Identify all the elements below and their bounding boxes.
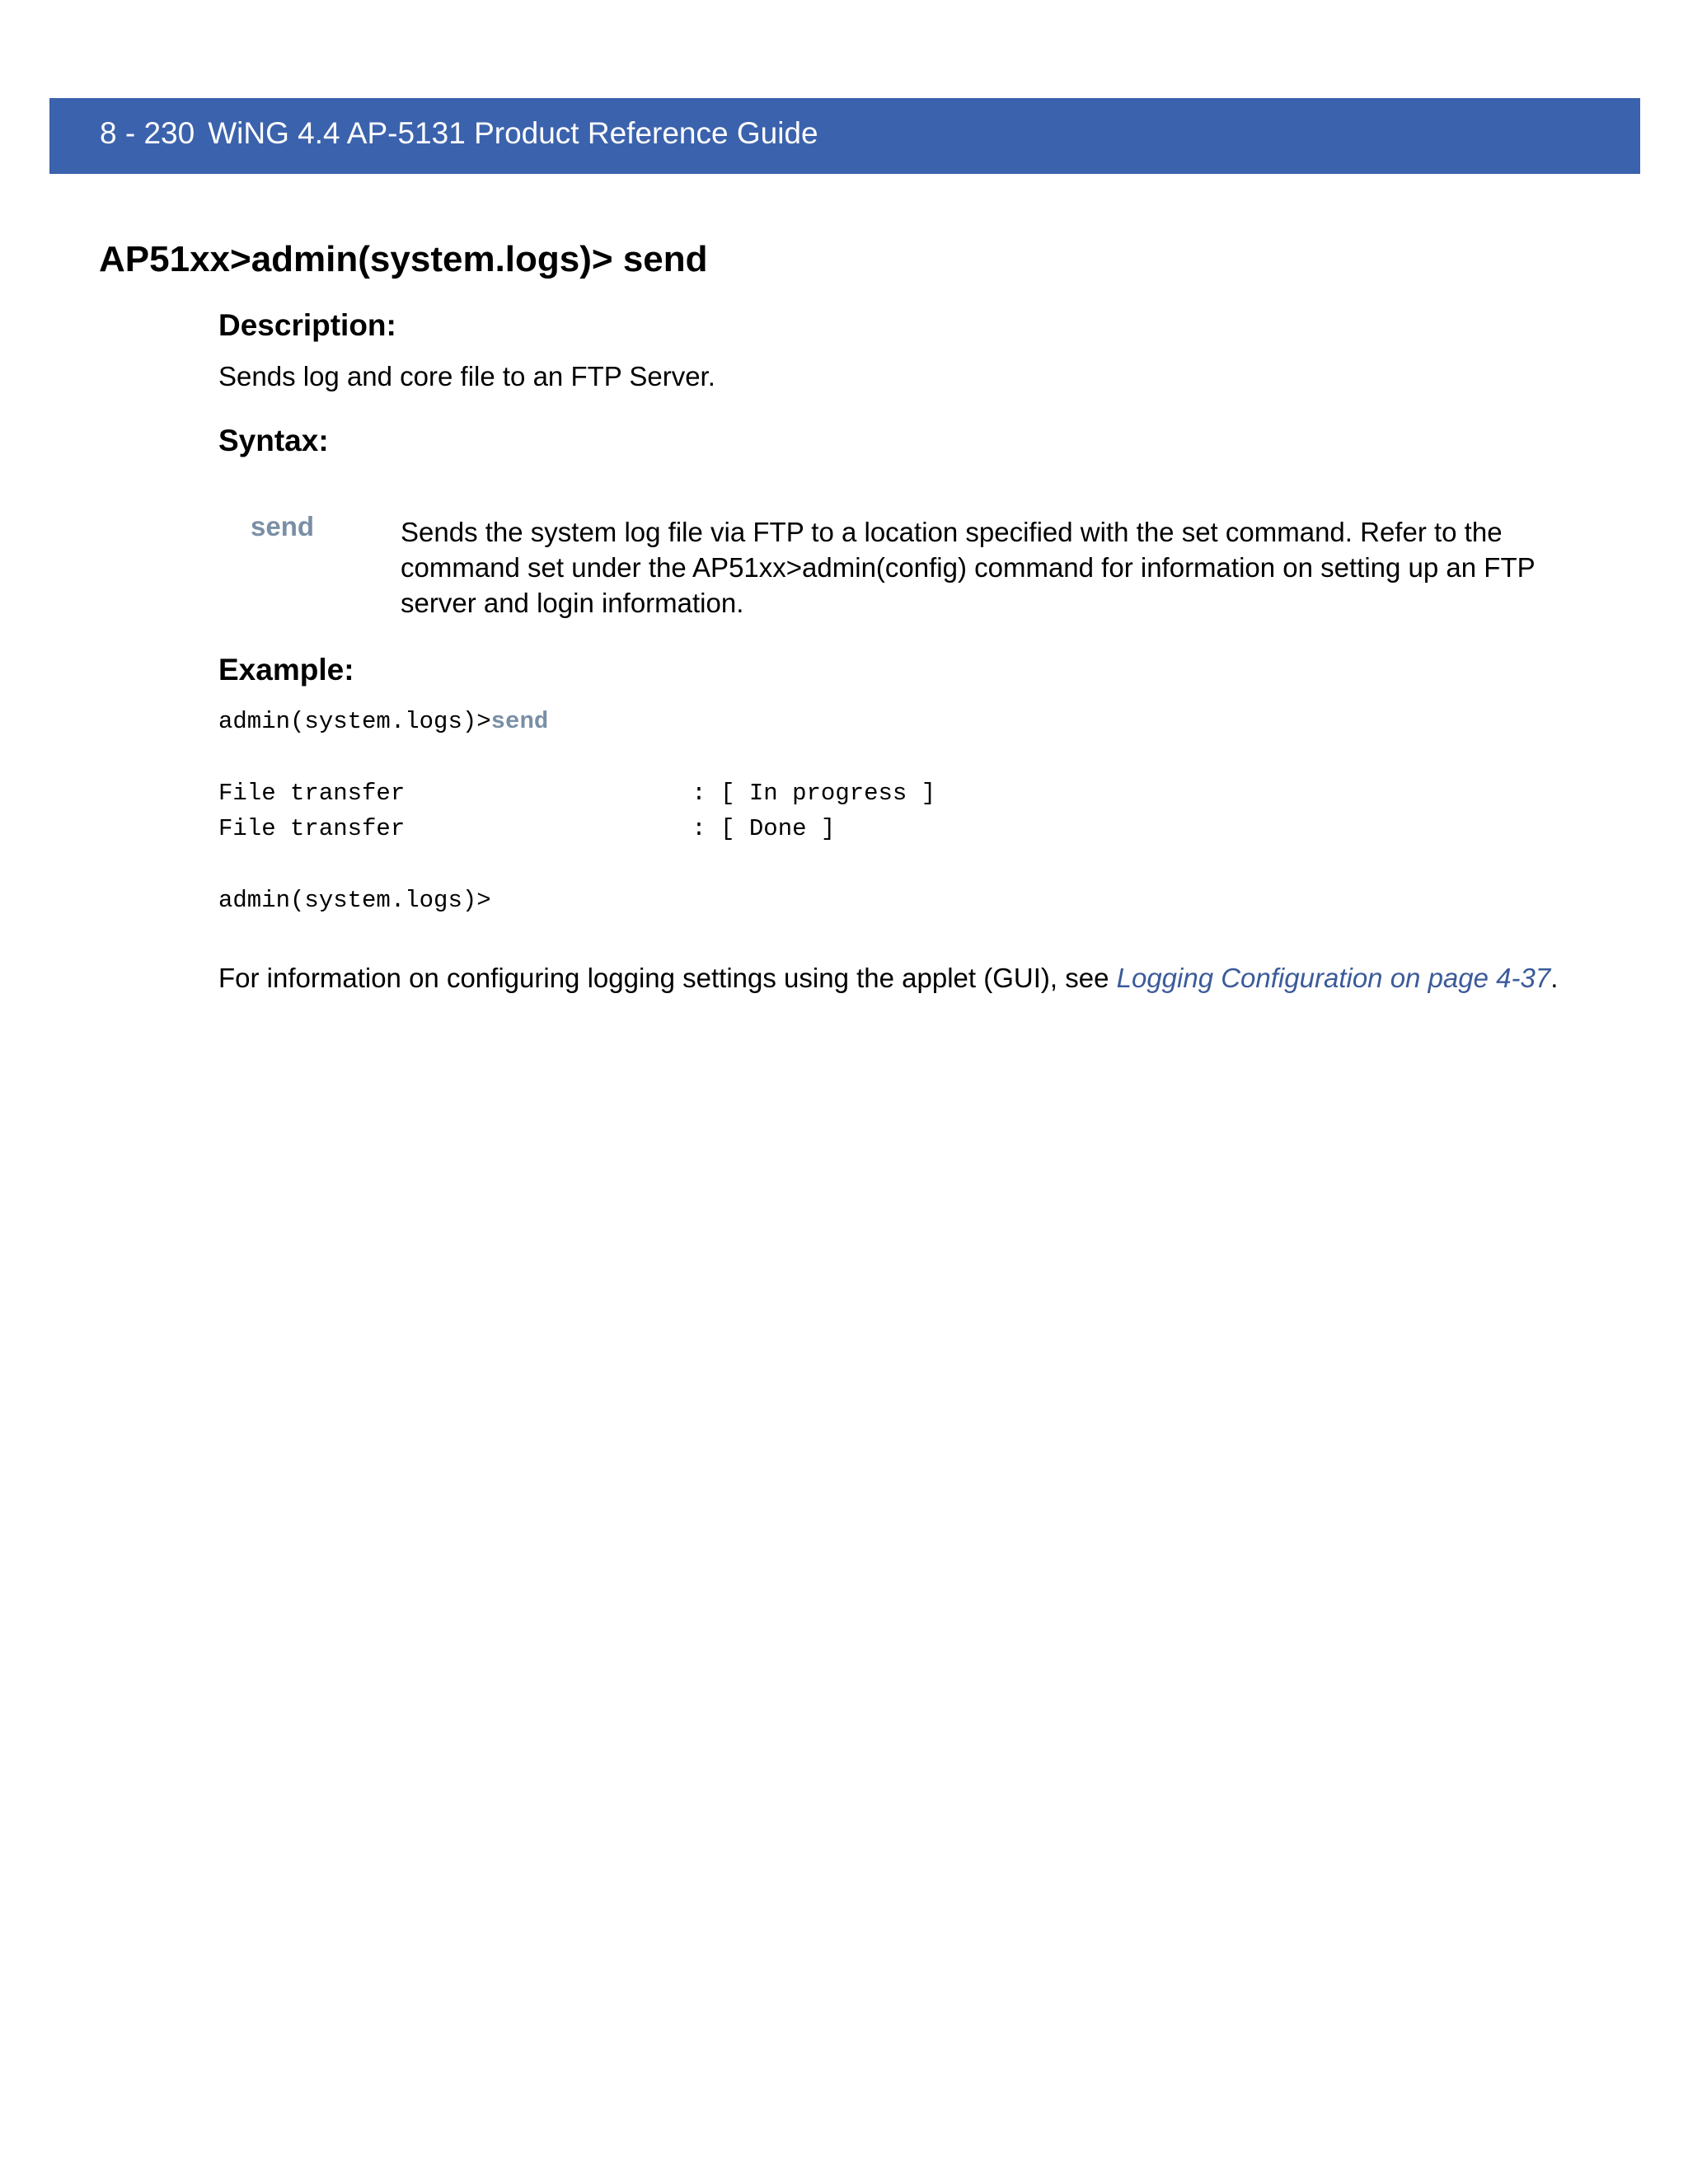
page-header-bar xyxy=(49,98,1640,174)
page-number: 8 - 230 xyxy=(100,116,195,150)
page-header-text xyxy=(100,116,818,151)
syntax-heading: Syntax: xyxy=(218,424,329,457)
code-output-line: File transfer : [ Done ] xyxy=(218,815,836,842)
description-text: Sends log and core file to an FTP Server. xyxy=(218,361,715,391)
code-final-prompt: admin(system.logs)> xyxy=(218,887,491,914)
code-prompt: admin(system.logs)> xyxy=(218,708,491,735)
syntax-param-description: Sends the system log file via FTP to a location specified with the set command. Refer to the command set under the AP51xx>admin(config) command for information on setting up an FTP server and login information. xyxy=(401,517,1536,618)
example-heading: Example: xyxy=(218,653,354,687)
logging-config-link[interactable]: Logging Configuration on page 4-37 xyxy=(1116,963,1551,993)
code-command: send xyxy=(490,708,549,735)
code-output-line: File transfer : [ In progress ] xyxy=(218,780,936,807)
syntax-param-name: send xyxy=(251,511,315,541)
command-title: AP51xx>admin(system.logs)> send xyxy=(99,239,708,279)
guide-title: WiNG 4.4 AP-5131 Product Reference Guide xyxy=(208,116,818,150)
footer-note xyxy=(218,963,1558,994)
code-prompt-line xyxy=(218,708,548,735)
footer-note-prefix: For information on configuring logging settings using the applet (GUI), see xyxy=(218,963,1117,993)
footer-note-suffix: . xyxy=(1550,963,1559,993)
description-heading: Description: xyxy=(218,308,396,342)
